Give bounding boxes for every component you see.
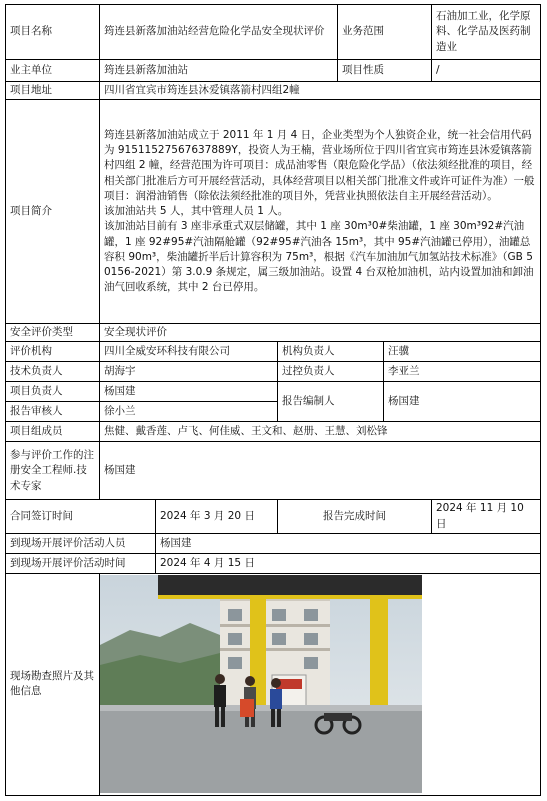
project-nature-value: / — [432, 60, 541, 82]
project-info-table — [5, 4, 541, 796]
report-date-value: 2024 年 11 月 10 日 — [432, 500, 541, 533]
intro-paragraph: 该加油站目前有 3 座非承重式双层储罐，其中 1 座 30m³0#柴油罐，1 座 30m³92#汽油罐，1 座 92#95#汽油隔舱罐（92#95#汽油各 15m³，其中 95#汽油罐已停用），油罐总容积 90m³，柴油罐折半后计算容积为 75m³，根据《汽车加油加气加氢站技术标准》（GB 50156-2021）第 3.0.9 条规定，属三级加油站。设置 4 台双枪加油机，站内设置加油和卸油油气回收系统，其中 2 台已停用。 — [104, 220, 534, 294]
site-date-label: 到现场开展评价活动时间 — [6, 553, 156, 573]
report-reviewer-value: 徐小兰 — [100, 402, 278, 422]
org-head-value: 汪骥 — [384, 342, 541, 362]
site-personnel-label: 到现场开展评价活动人员 — [6, 533, 156, 553]
gas-station-photo — [100, 575, 422, 793]
process-head-value: 李亚兰 — [384, 362, 541, 382]
eval-type-value: 安全现状评价 — [100, 324, 541, 342]
site-photo-cell — [100, 573, 541, 795]
eval-type-label: 安全评价类型 — [6, 324, 100, 342]
project-address-label: 项目地址 — [6, 82, 100, 100]
team-members-value: 焦健、戴香莲、卢飞、何佳威、王文和、赵册、王慧、刘松锋 — [100, 422, 541, 442]
eval-org-label: 评价机构 — [6, 342, 100, 362]
project-nature-label: 项目性质 — [338, 60, 432, 82]
project-name-label: 项目名称 — [6, 5, 100, 60]
project-address-value: 四川省宜宾市筠连县沐爱镇落箭村四组2幢 — [100, 82, 541, 100]
project-head-value: 杨国建 — [100, 382, 278, 402]
tech-head-label: 技术负责人 — [6, 362, 100, 382]
business-scope-label: 业务范围 — [338, 5, 432, 60]
eval-org-value: 四川全威安环科技有限公司 — [100, 342, 278, 362]
intro-paragraph: 该加油站共 5 人，其中管理人员 1 人。 — [104, 205, 289, 218]
report-date-label: 报告完成时间 — [278, 500, 432, 533]
report-writer-value: 杨国建 — [384, 382, 541, 422]
contract-date-value: 2024 年 3 月 20 日 — [156, 500, 278, 533]
site-personnel-value: 杨国建 — [156, 533, 541, 553]
process-head-label: 过控负责人 — [278, 362, 384, 382]
contract-date-label: 合同签订时间 — [6, 500, 156, 533]
intro-paragraph: 筠连县新落加油站成立于 2011 年 1 月 4 日，企业类型为个人独资企业，统一社会信用代码为 91511527567637889Y，投资人为王楠，营业场所位于四川省宜宾市筠连县沐爱镇落箭村四组 2 幢，经营范围为许可项目：成品油零售（限危险化学品）（依法须经批准的项目，经相关部门批准后方可开展经营活动，具体经营项目以相关部门批准文件或许可证件为准）一般项目：润滑油销售（除依法须经批准的项目外，凭营业执照依法自主开展经营活动）。 — [104, 129, 535, 202]
site-photos-label: 现场勘查照片及其他信息 — [6, 573, 100, 795]
project-name-value: 筠连县新落加油站经营危险化学品安全现状评价 — [100, 5, 338, 60]
project-head-label: 项目负责人 — [6, 382, 100, 402]
report-reviewer-label: 报告审核人 — [6, 402, 100, 422]
owner-unit-label: 业主单位 — [6, 60, 100, 82]
report-writer-label: 报告编制人 — [278, 382, 384, 422]
org-head-label: 机构负责人 — [278, 342, 384, 362]
business-scope-value: 石油加工业，化学原料、化学品及医药制造业 — [432, 5, 541, 60]
tech-head-value: 胡海宇 — [100, 362, 278, 382]
site-date-value: 2024 年 4 月 15 日 — [156, 553, 541, 573]
project-intro-label: 项目简介 — [6, 100, 100, 324]
registered-engineer-label: 参与评价工作的注册安全工程师.技术专家 — [6, 442, 100, 500]
registered-engineer-value: 杨国建 — [100, 442, 541, 500]
owner-unit-value: 筠连县新落加油站 — [100, 60, 338, 82]
project-intro-value — [100, 100, 541, 324]
team-members-label: 项目组成员 — [6, 422, 100, 442]
